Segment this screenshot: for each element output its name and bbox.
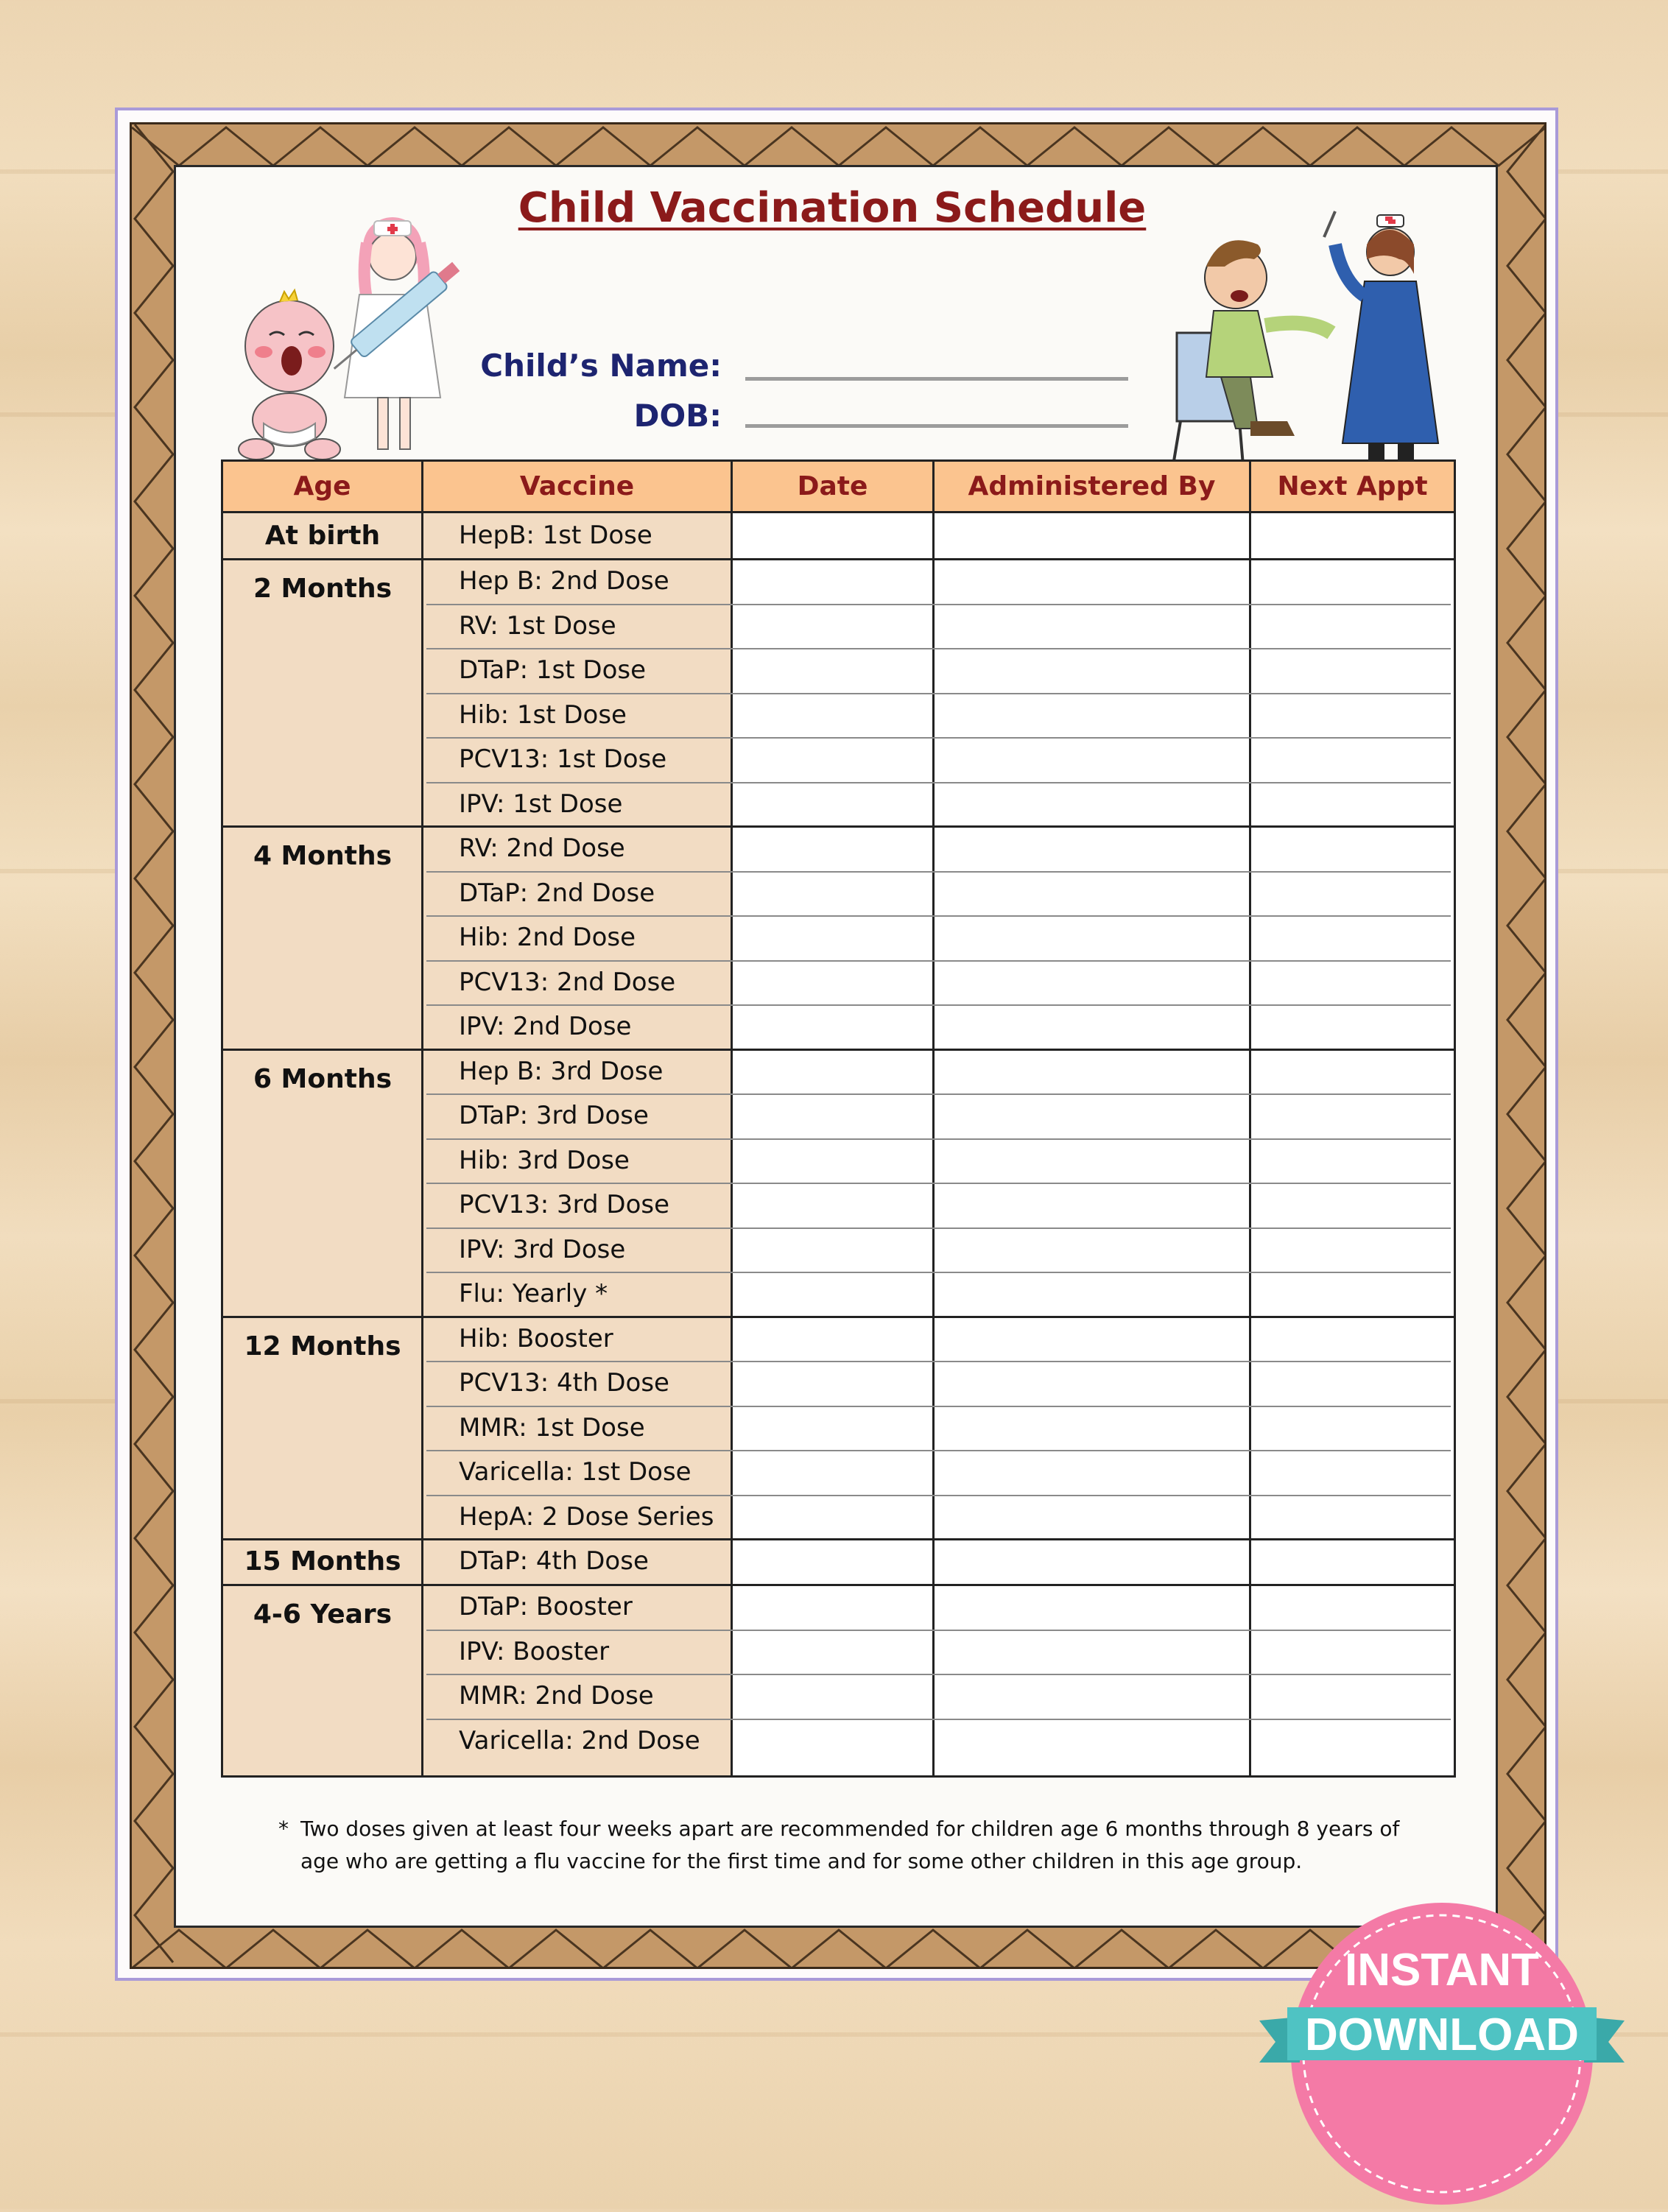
entry-row[interactable]	[733, 1049, 1454, 1094]
vaccine-name: DTaP: 3rd Dose	[459, 1101, 649, 1130]
boy-on-chair-icon	[1173, 240, 1331, 465]
vaccine-name: RV: 2nd Dose	[459, 834, 625, 863]
vaccination-table	[221, 459, 1456, 1778]
vaccine-name: Flu: Yearly *	[459, 1279, 608, 1308]
footnote	[278, 1813, 1442, 1878]
entry-row[interactable]	[733, 737, 1454, 782]
age-label: 12 Months	[244, 1331, 401, 1362]
vaccine-name: Varicella: 1st Dose	[459, 1457, 692, 1487]
entry-row[interactable]	[733, 1406, 1454, 1451]
vaccine-name: MMR: 1st Dose	[459, 1412, 645, 1443]
vaccine-name: Varicella: 2nd Dose	[459, 1725, 700, 1755]
age-label: 15 Months	[244, 1546, 401, 1577]
footnote-text: Two doses given at least four weeks apart are recommended for children age 6 months through 8 years of age who are getting a flu vaccine for the first time and for some other children in this age group.	[300, 1817, 1400, 1873]
entry-row[interactable]	[733, 1674, 1454, 1719]
vaccine-name: Hib: 1st Dose	[459, 700, 627, 730]
badge-line1: INSTANT	[1344, 1945, 1540, 1996]
nurse-with-needle-icon	[1324, 211, 1438, 465]
vaccine-name: Hib: 2nd Dose	[459, 923, 636, 952]
page-title: Child Vaccination Schedule	[518, 184, 1147, 232]
entry-row[interactable]	[733, 915, 1454, 960]
entry-row[interactable]	[733, 1227, 1454, 1272]
vaccine-name: HepA: 2 Dose Series	[459, 1501, 714, 1532]
entry-row[interactable]	[733, 1495, 1454, 1540]
vaccine-name: PCV13: 2nd Dose	[459, 967, 676, 997]
age-label: 4-6 Years	[253, 1599, 393, 1630]
vaccine-name: DTaP: 1st Dose	[459, 655, 647, 685]
vaccine-name: DTaP: 4th Dose	[459, 1546, 649, 1576]
column-header-date: Date	[733, 462, 935, 513]
entry-row[interactable]	[733, 782, 1454, 827]
entry-row[interactable]	[733, 1450, 1454, 1495]
column-header-administered-by: Administered By	[935, 462, 1251, 513]
crying-baby-icon	[239, 290, 340, 459]
dob-field[interactable]	[745, 424, 1128, 428]
dob-label: DOB:	[633, 398, 722, 434]
column-header-next-appt: Next Appt	[1251, 462, 1454, 513]
boy-and-nurse-illustration	[1169, 208, 1464, 473]
entry-row[interactable]	[733, 1585, 1454, 1630]
entry-row[interactable]	[733, 960, 1454, 1005]
nurse-with-syringe-icon	[327, 217, 463, 449]
entry-row[interactable]	[733, 648, 1454, 693]
child-name-field[interactable]	[745, 377, 1128, 381]
baby-and-nurse-illustration	[234, 214, 485, 468]
vaccine-name: Hib: 3rd Dose	[459, 1145, 630, 1175]
vaccine-name: RV: 1st Dose	[459, 610, 616, 641]
vaccine-name: DTaP: Booster	[459, 1592, 633, 1621]
age-label: 6 Months	[253, 1063, 393, 1094]
entry-row[interactable]	[733, 1630, 1454, 1674]
column-header-vaccine: Vaccine	[423, 462, 733, 513]
entry-row[interactable]	[733, 826, 1454, 871]
entry-row[interactable]	[733, 1539, 1454, 1585]
vaccine-name: IPV: Booster	[459, 1636, 610, 1666]
entry-row[interactable]	[733, 604, 1454, 649]
vaccine-name: MMR: 2nd Dose	[459, 1681, 654, 1711]
vaccine-name: IPV: 2nd Dose	[459, 1012, 632, 1041]
entry-row[interactable]	[733, 1093, 1454, 1138]
vaccine-name: PCV13: 3rd Dose	[459, 1190, 670, 1219]
vaccine-name: PCV13: 4th Dose	[459, 1368, 669, 1398]
entry-row[interactable]	[733, 1272, 1454, 1317]
instant-download-badge	[1258, 1895, 1626, 2212]
vaccine-name: HepB: 1st Dose	[459, 521, 652, 550]
vaccine-name: IPV: 1st Dose	[459, 789, 623, 819]
age-label: At birth	[264, 521, 381, 551]
entry-row[interactable]	[733, 1317, 1454, 1362]
vaccine-name: Hep B: 2nd Dose	[459, 566, 669, 596]
entry-row[interactable]	[733, 1004, 1454, 1049]
footnote-marker: *	[278, 1817, 289, 1841]
entry-row[interactable]	[733, 871, 1454, 916]
entry-row[interactable]	[733, 1183, 1454, 1227]
vaccine-name: IPV: 3rd Dose	[459, 1234, 626, 1264]
badge-line2: DOWNLOAD	[1305, 2010, 1579, 2060]
entry-row[interactable]	[733, 1361, 1454, 1406]
vaccine-name: Hib: Booster	[459, 1323, 613, 1353]
entry-row[interactable]	[733, 1719, 1454, 1764]
child-name-label: Child’s Name:	[480, 348, 722, 384]
column-header-age: Age	[223, 462, 423, 513]
entry-row[interactable]	[733, 513, 1454, 559]
vaccine-name: DTaP: 2nd Dose	[459, 878, 655, 908]
age-label: 4 Months	[253, 841, 393, 871]
entry-row[interactable]	[733, 559, 1454, 604]
vaccine-name: PCV13: 1st Dose	[459, 744, 667, 774]
vaccine-name: Hep B: 3rd Dose	[459, 1056, 664, 1086]
age-label: 2 Months	[253, 574, 393, 604]
entry-row[interactable]	[733, 1138, 1454, 1183]
entry-row[interactable]	[733, 693, 1454, 738]
